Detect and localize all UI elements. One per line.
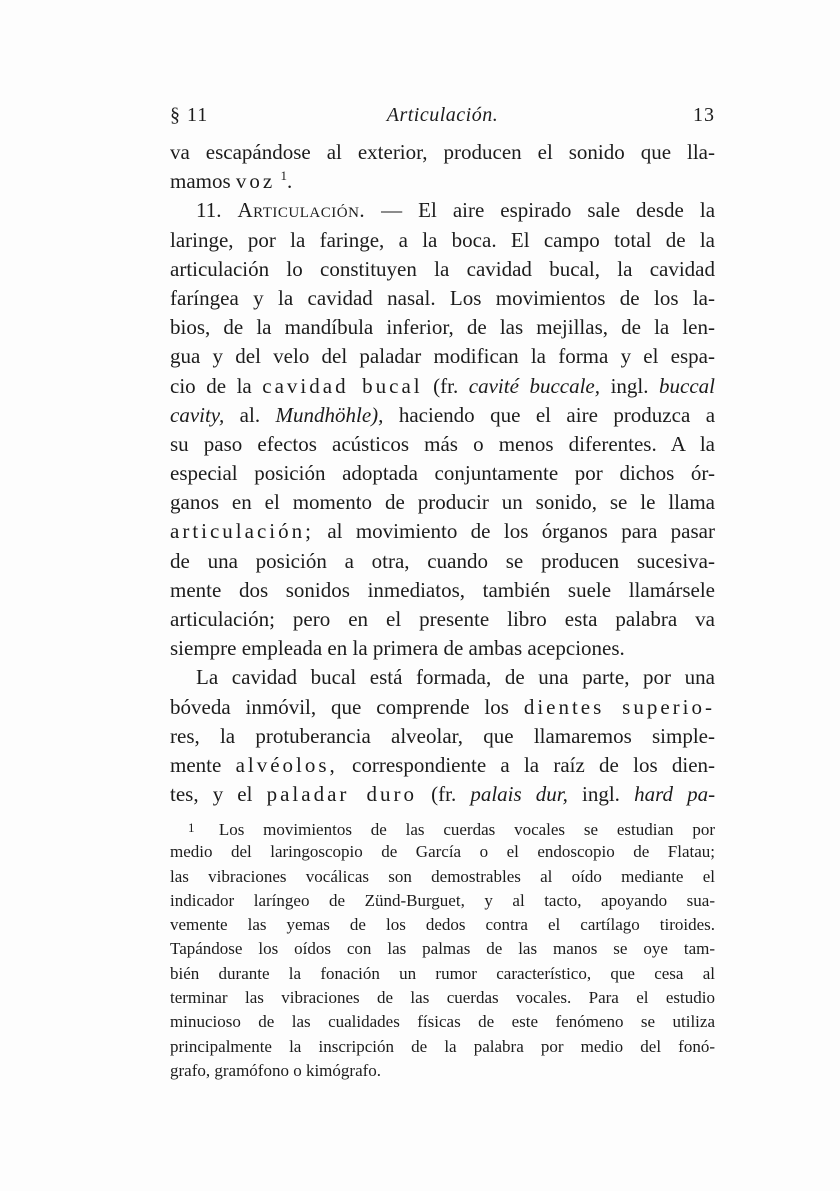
- foreign-term: cavity,: [170, 402, 225, 427]
- footnote-line: Tapándose los oídos con las palmas de las manos se oye tam-: [170, 939, 715, 959]
- foreign-term: buccal: [659, 373, 716, 398]
- footnote-line: las vibraciones vocálicas son demostrables al oído mediante el: [170, 866, 715, 886]
- footnote-line: vemente las yemas de los dedos contra el cartílago tiroides.: [170, 915, 715, 935]
- text-line: [170, 751, 715, 780]
- page-number: 13: [693, 104, 715, 126]
- footnote-line: grafo, gramófono o kimógrafo.: [170, 1060, 382, 1080]
- text-line: [170, 401, 715, 430]
- text-run: cio de la: [170, 373, 252, 398]
- text-line: siempre empleada en la primera de ambas acepciones.: [170, 636, 625, 661]
- footnote: [170, 816, 715, 1083]
- text-run: bóveda inmóvil, que comprende los: [170, 694, 509, 719]
- footnote-line: medio del laringoscopio de García o el endoscopio de Flatau;: [170, 842, 715, 862]
- section-number: 11.: [196, 198, 222, 223]
- main-text: [170, 138, 715, 809]
- running-title: Articulación.: [386, 104, 499, 126]
- spaced-term: voz: [235, 169, 276, 194]
- footnote-line: indicador laríngeo de Zünd-Burguet, y al tacto, apoyando sua-: [170, 890, 715, 910]
- spaced-term: paladar duro: [266, 782, 417, 807]
- text-line: su paso efectos acústicos más o menos diferentes. A la: [170, 431, 715, 456]
- section-heading-line: [170, 196, 715, 225]
- footnote-line: minucioso de las cualidades físicas de este fenómeno se utiliza: [170, 1012, 715, 1032]
- section-marker: § 11: [170, 104, 209, 126]
- text-run: (fr.: [431, 782, 457, 807]
- text-line: mente dos sonidos inmediatos, también suele llamársele: [170, 577, 715, 602]
- spaced-term: cavidad bucal: [262, 373, 423, 398]
- text-line: articulación lo constituyen la cavidad bucal, la cavidad: [170, 256, 715, 281]
- text-line: especial posición adoptada conjuntamente por dichos ór-: [170, 461, 715, 486]
- text-run: Los movimientos de las cuerdas vocales se estudian por: [218, 820, 715, 839]
- text-line: [170, 167, 715, 196]
- spaced-term: dientes superio-: [523, 694, 715, 719]
- text-run: mente: [170, 752, 222, 777]
- text-line: laringe, por la faringe, a la boca. El campo total de la: [170, 227, 715, 252]
- foreign-term: palais dur,: [470, 782, 568, 807]
- running-header: [170, 100, 715, 132]
- foreign-term: hard pa-: [634, 782, 716, 807]
- text-run: ingl.: [610, 373, 649, 398]
- footnote-ref: 1: [280, 168, 287, 184]
- text-run: tes, y el: [170, 782, 253, 807]
- text-run: .: [287, 169, 293, 194]
- foreign-term: Mundhöhle),: [275, 402, 384, 427]
- spaced-term: alvéolos,: [235, 752, 338, 777]
- text-line: va escapándose al exterior, producen el sonido que lla-: [170, 140, 715, 164]
- text-run: correspondiente a la raíz de los dien-: [352, 752, 716, 777]
- footnote-line: [170, 816, 715, 840]
- text-line: articulación; pero en el presente libro esta palabra va: [170, 607, 715, 631]
- text-run: al movimiento de los órganos para pasar: [327, 519, 715, 544]
- text-run: mamos: [170, 169, 231, 194]
- text-run: al.: [239, 402, 261, 427]
- footnote-line: terminar las vibraciones de las cuerdas vocales. Para el estudio: [170, 988, 715, 1008]
- text-line: La cavidad bucal está formada, de una parte, por una: [196, 665, 715, 690]
- foreign-term: cavité buccale,: [468, 373, 601, 398]
- footnote-line: bién durante la fonación un rumor característico, que cesa al: [170, 963, 715, 983]
- text-line: [170, 780, 715, 809]
- text-line: res, la protuberancia alveolar, que llamaremos simple-: [170, 723, 715, 748]
- text-line: faríngea y la cavidad nasal. Los movimientos de los la-: [170, 285, 715, 310]
- text-run: — El aire espirado sale desde la: [381, 198, 716, 223]
- text-line: de una posición a otra, cuando se producen sucesiva-: [170, 548, 715, 573]
- footnote-line: principalmente la inscripción de la palabra por medio del fonó-: [170, 1036, 715, 1056]
- section-heading: Articulación.: [237, 198, 366, 223]
- text-run: (fr.: [433, 373, 459, 398]
- spaced-term: articulación;: [170, 519, 314, 544]
- text-line: [170, 693, 715, 722]
- text-run: haciendo que el aire produzca a: [398, 402, 716, 427]
- text-line: [170, 517, 715, 546]
- footnote-mark: 1: [188, 820, 195, 835]
- text-line: gua y del velo del paladar modifican la forma y el espa-: [170, 344, 715, 369]
- text-line: [170, 372, 715, 401]
- text-line: bios, de la mandíbula inferior, de las mejillas, de la len-: [170, 315, 715, 340]
- text-run: ingl.: [582, 782, 620, 807]
- text-line: ganos en el momento de producir un sonido, se le llama: [170, 490, 715, 515]
